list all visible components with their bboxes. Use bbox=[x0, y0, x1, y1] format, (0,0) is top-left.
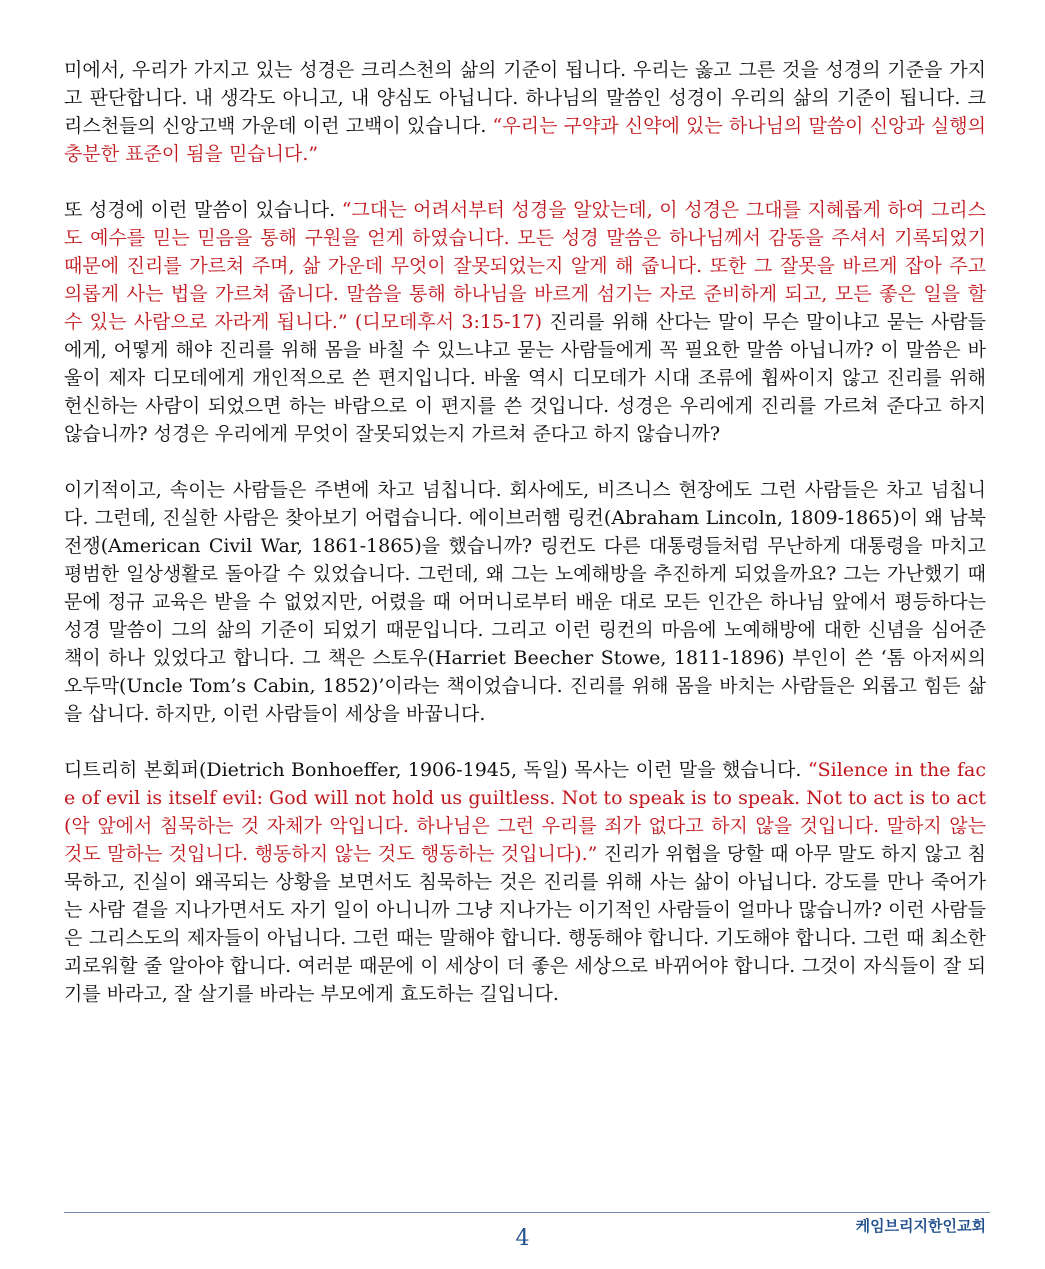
church-name: 케임브리지한인교회 bbox=[855, 1217, 986, 1235]
document-body bbox=[64, 56, 986, 1008]
paragraph-1-text: 미에서, 우리가 가지고 있는 성경은 크리스천의 삶의 기준이 됩니다. 우리는 옳고 그른 것을 성경의 기준을 가지고 판단합니다. 내 생각도 아니고, 내 양심도 아닙니다. 하나님의 말씀인 성경이 우리의 삶의 기준이 됩니다. 크리스천들의 신앙고백 가운데 이런 고백이 있습니다. bbox=[64, 59, 986, 137]
paragraph-1 bbox=[64, 56, 986, 168]
paragraph-1-quote: “우리는 구약과 신약에 있는 하나님의 말씀이 신앙과 실행의 충분한 표준이 됨을 믿습니다.” bbox=[64, 115, 986, 165]
bonhoeffer-quote: “Silence in the face of evil is itself evil: God will not hold us guiltless. Not to speak is to speak. Not to act is to act(악 앞에서 침묵하는 것 자체가 악입니다. 하나님은 그런 우리를 죄가 없다고 하지 않을 것입니다. 말하지 않는 것도 말하는 것입니다. 행동하지 않는 것도 행동하는 것입니다).” bbox=[64, 759, 986, 865]
paragraph-2-text: 또 성경에 이런 말씀이 있습니다. bbox=[64, 199, 342, 221]
paragraph-4-text-cont: 진리가 위협을 당할 때 아무 말도 하지 않고 침묵하고, 진실이 왜곡되는 상황을 보면서도 침묵하는 것은 진리를 위해 사는 삶이 아닙니다. 강도를 만나 죽어가는 사람 곁을 지나가면서도 자기 일이 아니니까 그냥 지나가는 이기적인 사람들이 얼마나 많습니까? 이런 사람들은 그리스도의 제자들이 아닙니다. 그런 때는 말해야 합니다. 행동해야 합니다. 기도해야 합니다. 그런 때 최소한 괴로워할 줄 알아야 합니다. 여러분 때문에 이 세상이 더 좋은 세상으로 바뀌어야 합니다. 그것이 자식들이 잘 되기를 바라고, 잘 살기를 바라는 부모에게 효도하는 길입니다. bbox=[64, 843, 986, 1005]
paragraph-2-text-cont: 진리를 위해 산다는 말이 무슨 말이냐고 묻는 사람들에게, 어떻게 해야 진리를 위해 몸을 바칠 수 있느냐고 묻는 사람들에게 꼭 필요한 말씀 아닙니까? 이 말씀은 바울이 제자 디모데에게 개인적으로 쓴 편지입니다. 바울 역시 디모데가 시대 조류에 휩싸이지 않고 진리를 위해 헌신하는 사람이 되었으면 하는 바람으로 이 편지를 쓴 것입니다. 성경은 우리에게 진리를 가르쳐 준다고 하지 않습니까? 성경은 우리에게 무엇이 잘못되었는지 가르쳐 준다고 하지 않습니까? bbox=[64, 311, 986, 445]
footer-divider bbox=[64, 1212, 990, 1213]
paragraph-4-text: 디트리히 본회퍼(Dietrich Bonhoeffer, 1906-1945, 독일) 목사는 이런 말을 했습니다. bbox=[64, 759, 808, 781]
scripture-quote: “그대는 어려서부터 성경을 알았는데, 이 성경은 그대를 지혜롭게 하여 그리스도 예수를 믿는 믿음을 통해 구원을 얻게 하였습니다. 모든 성경 말씀은 하나님께서 감동을 주셔서 기록되었기 때문에 진리를 가르쳐 주며, 삶 가운데 무엇이 잘못되었는지 알게 해 줍니다. 또한 그 잘못을 바르게 잡아 주고 의롭게 사는 법을 가르쳐 줍니다. 말씀을 통해 하나님을 바르게 섬기는 자로 준비하게 되고, 모든 좋은 일을 할 수 있는 사람으로 자라게 됩니다.” (디모데후서 3:15-17) bbox=[64, 199, 987, 333]
paragraph-3-text: 이기적이고, 속이는 사람들은 주변에 차고 넘칩니다. 회사에도, 비즈니스 현장에도 그런 사람들은 차고 넘칩니다. 그런데, 진실한 사람은 찾아보기 어렵습니다. 에이브러햄 링컨(Abraham Lincoln, 1809-1865)이 왜 남북전쟁(American Civil War, 1861-1865)을 했습니까? 링컨도 다른 대통령들처럼 무난하게 대통령을 마치고 평범한 일상생활로 돌아갈 수 있었습니다. 그런데, 왜 그는 노예해방을 추진하게 되었을까요? 그는 가난했기 때문에 정규 교육은 받을 수 없었지만, 어렸을 때 어머니로부터 배운 대로 모든 인간은 하나님 앞에서 평등하다는 성경 말씀이 그의 삶의 기준이 되었기 때문입니다. 그리고 이런 링컨의 마음에 노예해방에 대한 신념을 심어준 책이 하나 있었다고 합니다. 그 책은 스토우(Harriet Beecher Stowe, 1811-1896) 부인이 쓴 ‘톰 아저씨의 오두막(Uncle Tom’s Cabin, 1852)’이라는 책이었습니다. 진리를 위해 몸을 바치는 사람들은 외롭고 힘든 삶을 삽니다. 하지만, 이런 사람들이 세상을 바꿉니다. bbox=[64, 479, 986, 725]
page-number: 4 bbox=[515, 1226, 530, 1251]
paragraph-2 bbox=[64, 196, 986, 448]
paragraph-4 bbox=[64, 756, 986, 1008]
paragraph-3 bbox=[64, 476, 986, 728]
